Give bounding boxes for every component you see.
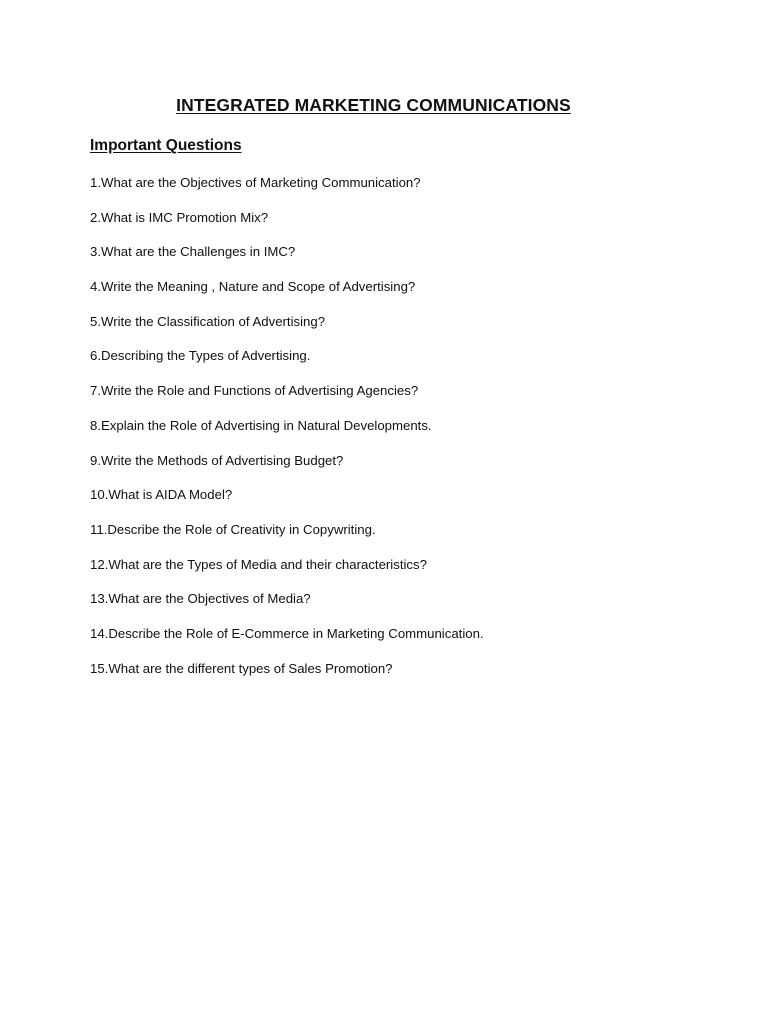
question-item: 9.Write the Methods of Advertising Budget? bbox=[90, 452, 344, 468]
question-item: 15.What are the different types of Sales Promotion? bbox=[90, 660, 393, 676]
question-item: 12.What are the Types of Media and their characteristics? bbox=[90, 556, 427, 572]
question-item: 6.Describing the Types of Advertising. bbox=[90, 348, 311, 364]
question-item: 11.Describe the Role of Creativity in Copywriting. bbox=[90, 521, 376, 537]
question-item: 5.Write the Classification of Advertising? bbox=[90, 313, 326, 329]
question-item: 1.What are the Objectives of Marketing Communication? bbox=[90, 175, 421, 190]
question-item: 13.What are the Objectives of Media? bbox=[90, 591, 311, 607]
document-title: INTEGRATED MARKETING COMMUNICATIONS bbox=[176, 95, 571, 115]
question-item: 3.What are the Challenges in IMC? bbox=[90, 244, 296, 260]
question-item: 14.Describe the Role of E-Commerce in Marketing Communication. bbox=[90, 625, 484, 641]
question-item: 4.Write the Meaning , Nature and Scope of Advertising? bbox=[90, 279, 416, 295]
question-list bbox=[90, 174, 484, 694]
question-item: 7.Write the Role and Functions of Advertising Agencies? bbox=[90, 383, 419, 399]
question-item: 8.Explain the Role of Advertising in Natural Developments. bbox=[90, 417, 432, 433]
question-item: 2.What is IMC Promotion Mix? bbox=[90, 209, 269, 225]
question-item: 10.What is AIDA Model? bbox=[90, 487, 233, 503]
section-heading: Important Questions bbox=[90, 137, 242, 154]
